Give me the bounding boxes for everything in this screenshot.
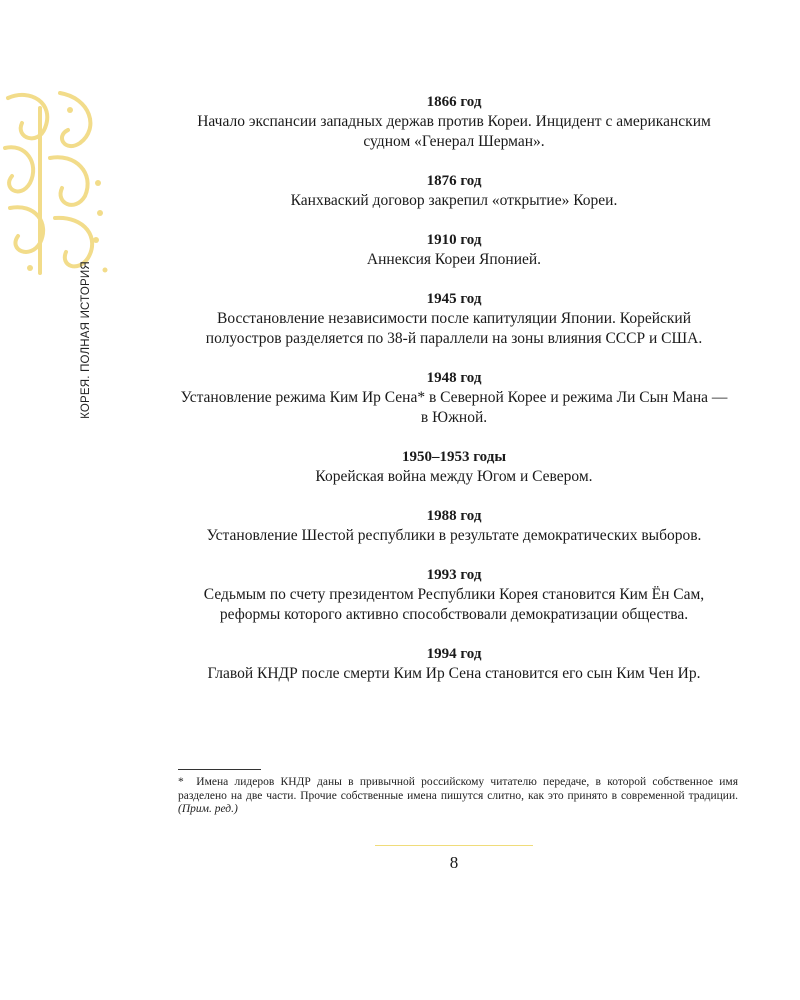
page-number: 8 (449, 853, 459, 872)
entry-description: Седьмым по счету президентом Республики Корея становится Ким Ён Сам, реформы которого активно способствовали демократизации общества. (203, 586, 705, 623)
footnote (178, 776, 738, 817)
entry-year: 1993 год (426, 567, 482, 583)
timeline-entry (178, 644, 730, 684)
entry-description: Восстановление независимости после капитуляции Японии. Корейский полуостров разделяется по 38-й параллели на зоны влияния СССР и США. (205, 310, 703, 347)
footnote-text: Имена лидеров КНДР даны в привычной российскому читателю передаче, в которой собственное имя разделено на две части. Прочие собственные имена пишутся слитно, как это принято в современной традиции. (178, 776, 738, 802)
entry-year: 1988 год (426, 508, 482, 524)
footnote-marker: * (178, 776, 184, 788)
timeline-entry (178, 289, 730, 349)
footnote-editor-note: (Прим. ред.) (178, 803, 238, 815)
entry-description: Корейская война между Югом и Севером. (315, 468, 593, 485)
chronology-list (178, 92, 730, 703)
footnote-divider (178, 769, 261, 770)
timeline-entry (178, 368, 730, 428)
timeline-entry (178, 447, 730, 487)
entry-year: 1948 год (426, 370, 482, 386)
entry-year: 1876 год (426, 173, 482, 189)
running-title: КОРЕЯ. ПОЛНАЯ ИСТОРИЯ (80, 261, 92, 419)
entry-description: Установление режима Ким Ир Сена* в Северной Корее и режима Ли Сын Мана — в Южной. (180, 389, 728, 426)
entry-year: 1910 год (426, 232, 482, 248)
timeline-entry (178, 171, 730, 211)
entry-description: Главой КНДР после смерти Ким Ир Сена становится его сын Ким Чен Ир. (207, 665, 701, 682)
timeline-entry (178, 92, 730, 152)
entry-year: 1994 год (426, 646, 482, 662)
timeline-entry (178, 565, 730, 625)
timeline-entry (178, 230, 730, 270)
timeline-entry (178, 506, 730, 546)
entry-year: 1950–1953 годы (401, 449, 507, 465)
decorative-ornament (0, 88, 110, 278)
entry-description: Канхваский договор закрепил «открытие» Кореи. (290, 192, 618, 209)
entry-year: 1945 год (426, 291, 482, 307)
entry-description: Начало экспансии западных держав против Кореи. Инцидент с американским судном «Генерал Шерман». (197, 113, 711, 150)
page-number-rule (375, 845, 533, 846)
entry-description: Аннексия Кореи Японией. (366, 251, 542, 268)
entry-description: Установление Шестой республики в результате демократических выборов. (206, 527, 702, 544)
entry-year: 1866 год (426, 94, 482, 110)
